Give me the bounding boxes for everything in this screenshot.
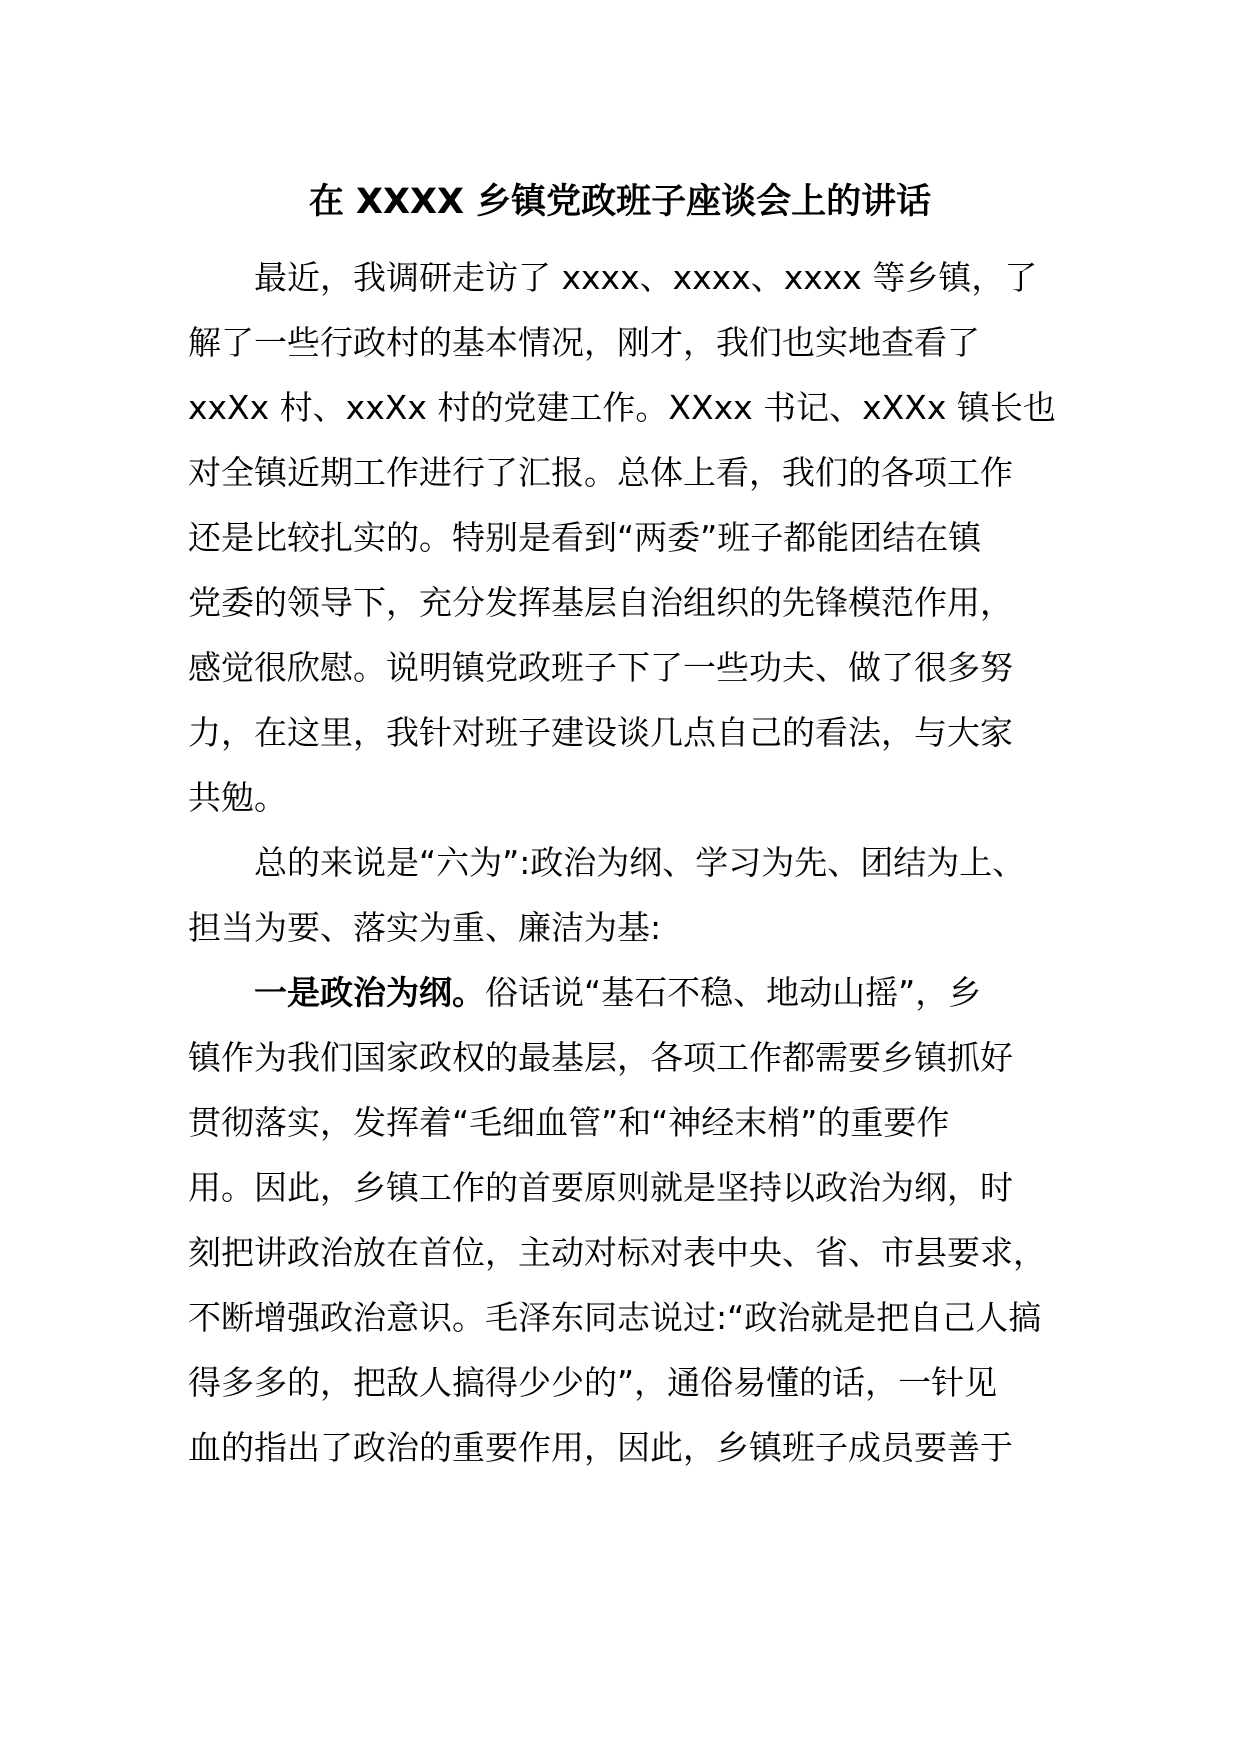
paragraph-intro	[188, 245, 1068, 830]
paragraph-lead-heading: 一是政治为纲。	[254, 973, 485, 1012]
text-line: 力，在这里，我针对班子建设谈几点自己的看法，与大家	[188, 713, 1013, 752]
text-line: 担当为要、落实为重、廉洁为基:	[188, 908, 662, 947]
document-title: 在 XXXX 乡镇党政班子座谈会上的讲话	[308, 182, 932, 222]
text-line: 血的指出了政治的重要作用，因此，乡镇班子成员要善于	[188, 1428, 1013, 1467]
text-line: 用。因此，乡镇工作的首要原则就是坚持以政治为纲，时	[188, 1168, 1013, 1207]
document-body	[188, 245, 1068, 1480]
text-line: 刻把讲政治放在首位，主动对标对表中央、省、市县要求，	[188, 1233, 1046, 1272]
text-line: 共勉。	[188, 778, 287, 817]
text-line: 党委的领导下，充分发挥基层自治组织的先锋模范作用，	[188, 583, 1013, 622]
text-line: 总的来说是“六为”:政治为纲、学习为先、团结为上、	[254, 843, 1026, 882]
text-line: 最近，我调研走访了 xxxx、xxxx、xxxx 等乡镇，了	[254, 258, 1038, 297]
text-line: 不断增强政治意识。毛泽东同志说过:“政治就是把自己人搞	[188, 1298, 1042, 1337]
text-line: xxXx 村、xxXx 村的党建工作。XXxx 书记、xXXx 镇长也	[188, 388, 1056, 427]
text-line-rest: 俗话说“基石不稳、地动山摇”，乡	[485, 973, 982, 1012]
text-line: 得多多的，把敌人搞得少少的”，通俗易懂的话，一针见	[188, 1363, 998, 1402]
text-line	[188, 960, 1068, 1025]
text-line: 对全镇近期工作进行了汇报。总体上看，我们的各项工作	[188, 453, 1013, 492]
text-line: 镇作为我们国家政权的最基层，各项工作都需要乡镇抓好	[188, 1038, 1013, 1077]
text-line: 还是比较扎实的。特别是看到“两委”班子都能团结在镇	[188, 518, 982, 557]
paragraph-politics	[188, 960, 1068, 1480]
text-line: 解了一些行政村的基本情况，刚才，我们也实地查看了	[188, 323, 980, 362]
paragraph-six-principles	[188, 830, 1068, 960]
text-line: 感觉很欣慰。说明镇党政班子下了一些功夫、做了很多努	[188, 648, 1013, 687]
text-line: 贯彻落实，发挥着“毛细血管”和“神经末梢”的重要作	[188, 1103, 950, 1142]
